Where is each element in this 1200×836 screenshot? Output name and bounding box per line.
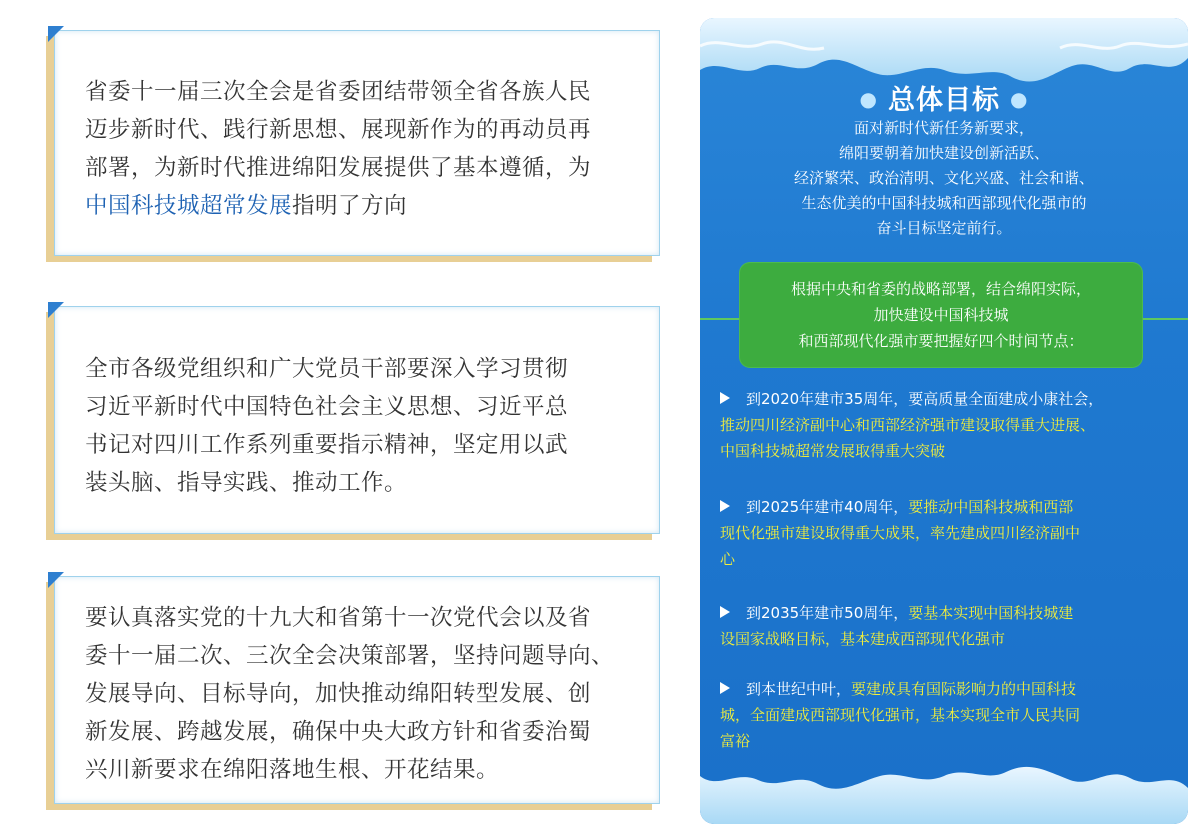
card-2 <box>46 306 660 534</box>
text-line: 全市各级党组织和广大党员干部要深入学习贯彻 <box>85 356 569 382</box>
milestone-detail: 要推动中国科技城和西部 <box>908 498 1074 516</box>
goals-panel <box>700 18 1188 824</box>
milestone-detail: 要建成具有国际影响力的中国科技 <box>851 680 1077 698</box>
bullet-dot-icon: ● <box>1010 87 1029 111</box>
card-body <box>54 30 660 256</box>
text-line: 委十一届二次、三次全会决策部署，坚持问题导向、 <box>85 643 615 669</box>
milestone-lead: 到2020年建市35周年，要高质量全面建成小康社会， <box>746 390 1104 408</box>
milestone-detail: 富裕 <box>720 732 751 750</box>
text-line: 发展导向、目标导向，加快推动绵阳转型发展、创 <box>85 681 592 707</box>
text-line-rest: 指明了方向 <box>292 193 408 219</box>
text-line: 新发展、跨越发展，确保中央大政方针和省委治蜀 <box>85 719 592 745</box>
corner-triangle-icon <box>48 572 64 588</box>
text-line <box>85 187 637 225</box>
milestone-detail: 城，全面建成西部现代化强市，基本实现全市人民共同 <box>720 706 1081 724</box>
triangle-arrow-icon <box>720 606 730 618</box>
triangle-arrow-icon <box>720 392 730 404</box>
milestone-item <box>720 494 1174 572</box>
milestone-item <box>720 600 1174 652</box>
milestone-detail: 推动四川经济副中心和西部经济强市建设取得重大进展、 <box>720 416 1096 434</box>
milestone-lead: 到本世纪中叶， <box>746 680 852 698</box>
text-line: 书记对四川工作系列重要指示精神，坚定用以武 <box>85 432 569 458</box>
bullet-dot-icon: ● <box>859 87 878 111</box>
milestone-item <box>720 386 1174 464</box>
text-line: 加快建设中国科技城 <box>873 306 1009 324</box>
text-line: 部署，为新时代推进绵阳发展提供了基本遵循，为 <box>85 155 592 181</box>
card-1 <box>46 30 660 256</box>
text-line: 迈步新时代、践行新思想、展现新作为的再动员再 <box>85 117 592 143</box>
milestone-lead: 到2035年建市50周年， <box>746 604 909 622</box>
milestone-item <box>720 676 1174 754</box>
highlight-text: 中国科技城超常发展 <box>85 193 293 219</box>
card-3 <box>46 576 660 804</box>
corner-triangle-icon <box>48 26 64 42</box>
strategy-box <box>740 263 1142 367</box>
panel-title-text: 总体目标 <box>888 85 1000 116</box>
milestone-detail: 要基本实现中国科技城建 <box>908 604 1074 622</box>
text-line: 和西部现代化强市要把握好四个时间节点： <box>798 332 1084 350</box>
text-line: 要认真落实党的十九大和省第十一次党代会以及省 <box>85 605 592 631</box>
triangle-arrow-icon <box>720 682 730 694</box>
intro-text <box>720 116 1168 241</box>
milestone-detail: 中国科技城超常发展取得重大突破 <box>720 442 946 460</box>
corner-triangle-icon <box>48 302 64 318</box>
milestone-detail: 心 <box>720 550 736 568</box>
panel-title <box>700 78 1188 117</box>
milestone-detail: 现代化强市建设取得重大成果，率先建成四川经济副中 <box>720 524 1081 542</box>
text-line: 根据中央和省委的战略部署，结合绵阳实际， <box>790 280 1091 298</box>
card-body <box>54 306 660 534</box>
card-1-text <box>85 73 637 225</box>
text-line: 绵阳要朝着加快建设创新活跃、 <box>838 144 1049 162</box>
text-line: 奋斗目标坚定前行。 <box>876 219 1012 237</box>
text-line: 生态优美的中国科技城和西部现代化强市的 <box>801 194 1087 212</box>
milestone-detail: 设国家战略目标，基本建成西部现代化强市 <box>720 630 1006 648</box>
triangle-arrow-icon <box>720 500 730 512</box>
text-line: 兴川新要求在绵阳落地生根、开花结果。 <box>85 757 500 783</box>
text-line: 经济繁荣、政治清明、文化兴盛、社会和谐、 <box>793 169 1094 187</box>
card-3-text <box>85 599 637 789</box>
milestone-lead: 到2025年建市40周年， <box>746 498 909 516</box>
text-line: 习近平新时代中国特色社会主义思想、习近平总 <box>85 394 569 420</box>
card-2-text <box>85 350 637 502</box>
card-body <box>54 576 660 804</box>
text-line: 装头脑、指导实践、推动工作。 <box>85 470 408 496</box>
text-line: 省委十一届三次全会是省委团结带领全省各族人民 <box>85 79 592 105</box>
text-line: 面对新时代新任务新要求， <box>853 119 1034 137</box>
